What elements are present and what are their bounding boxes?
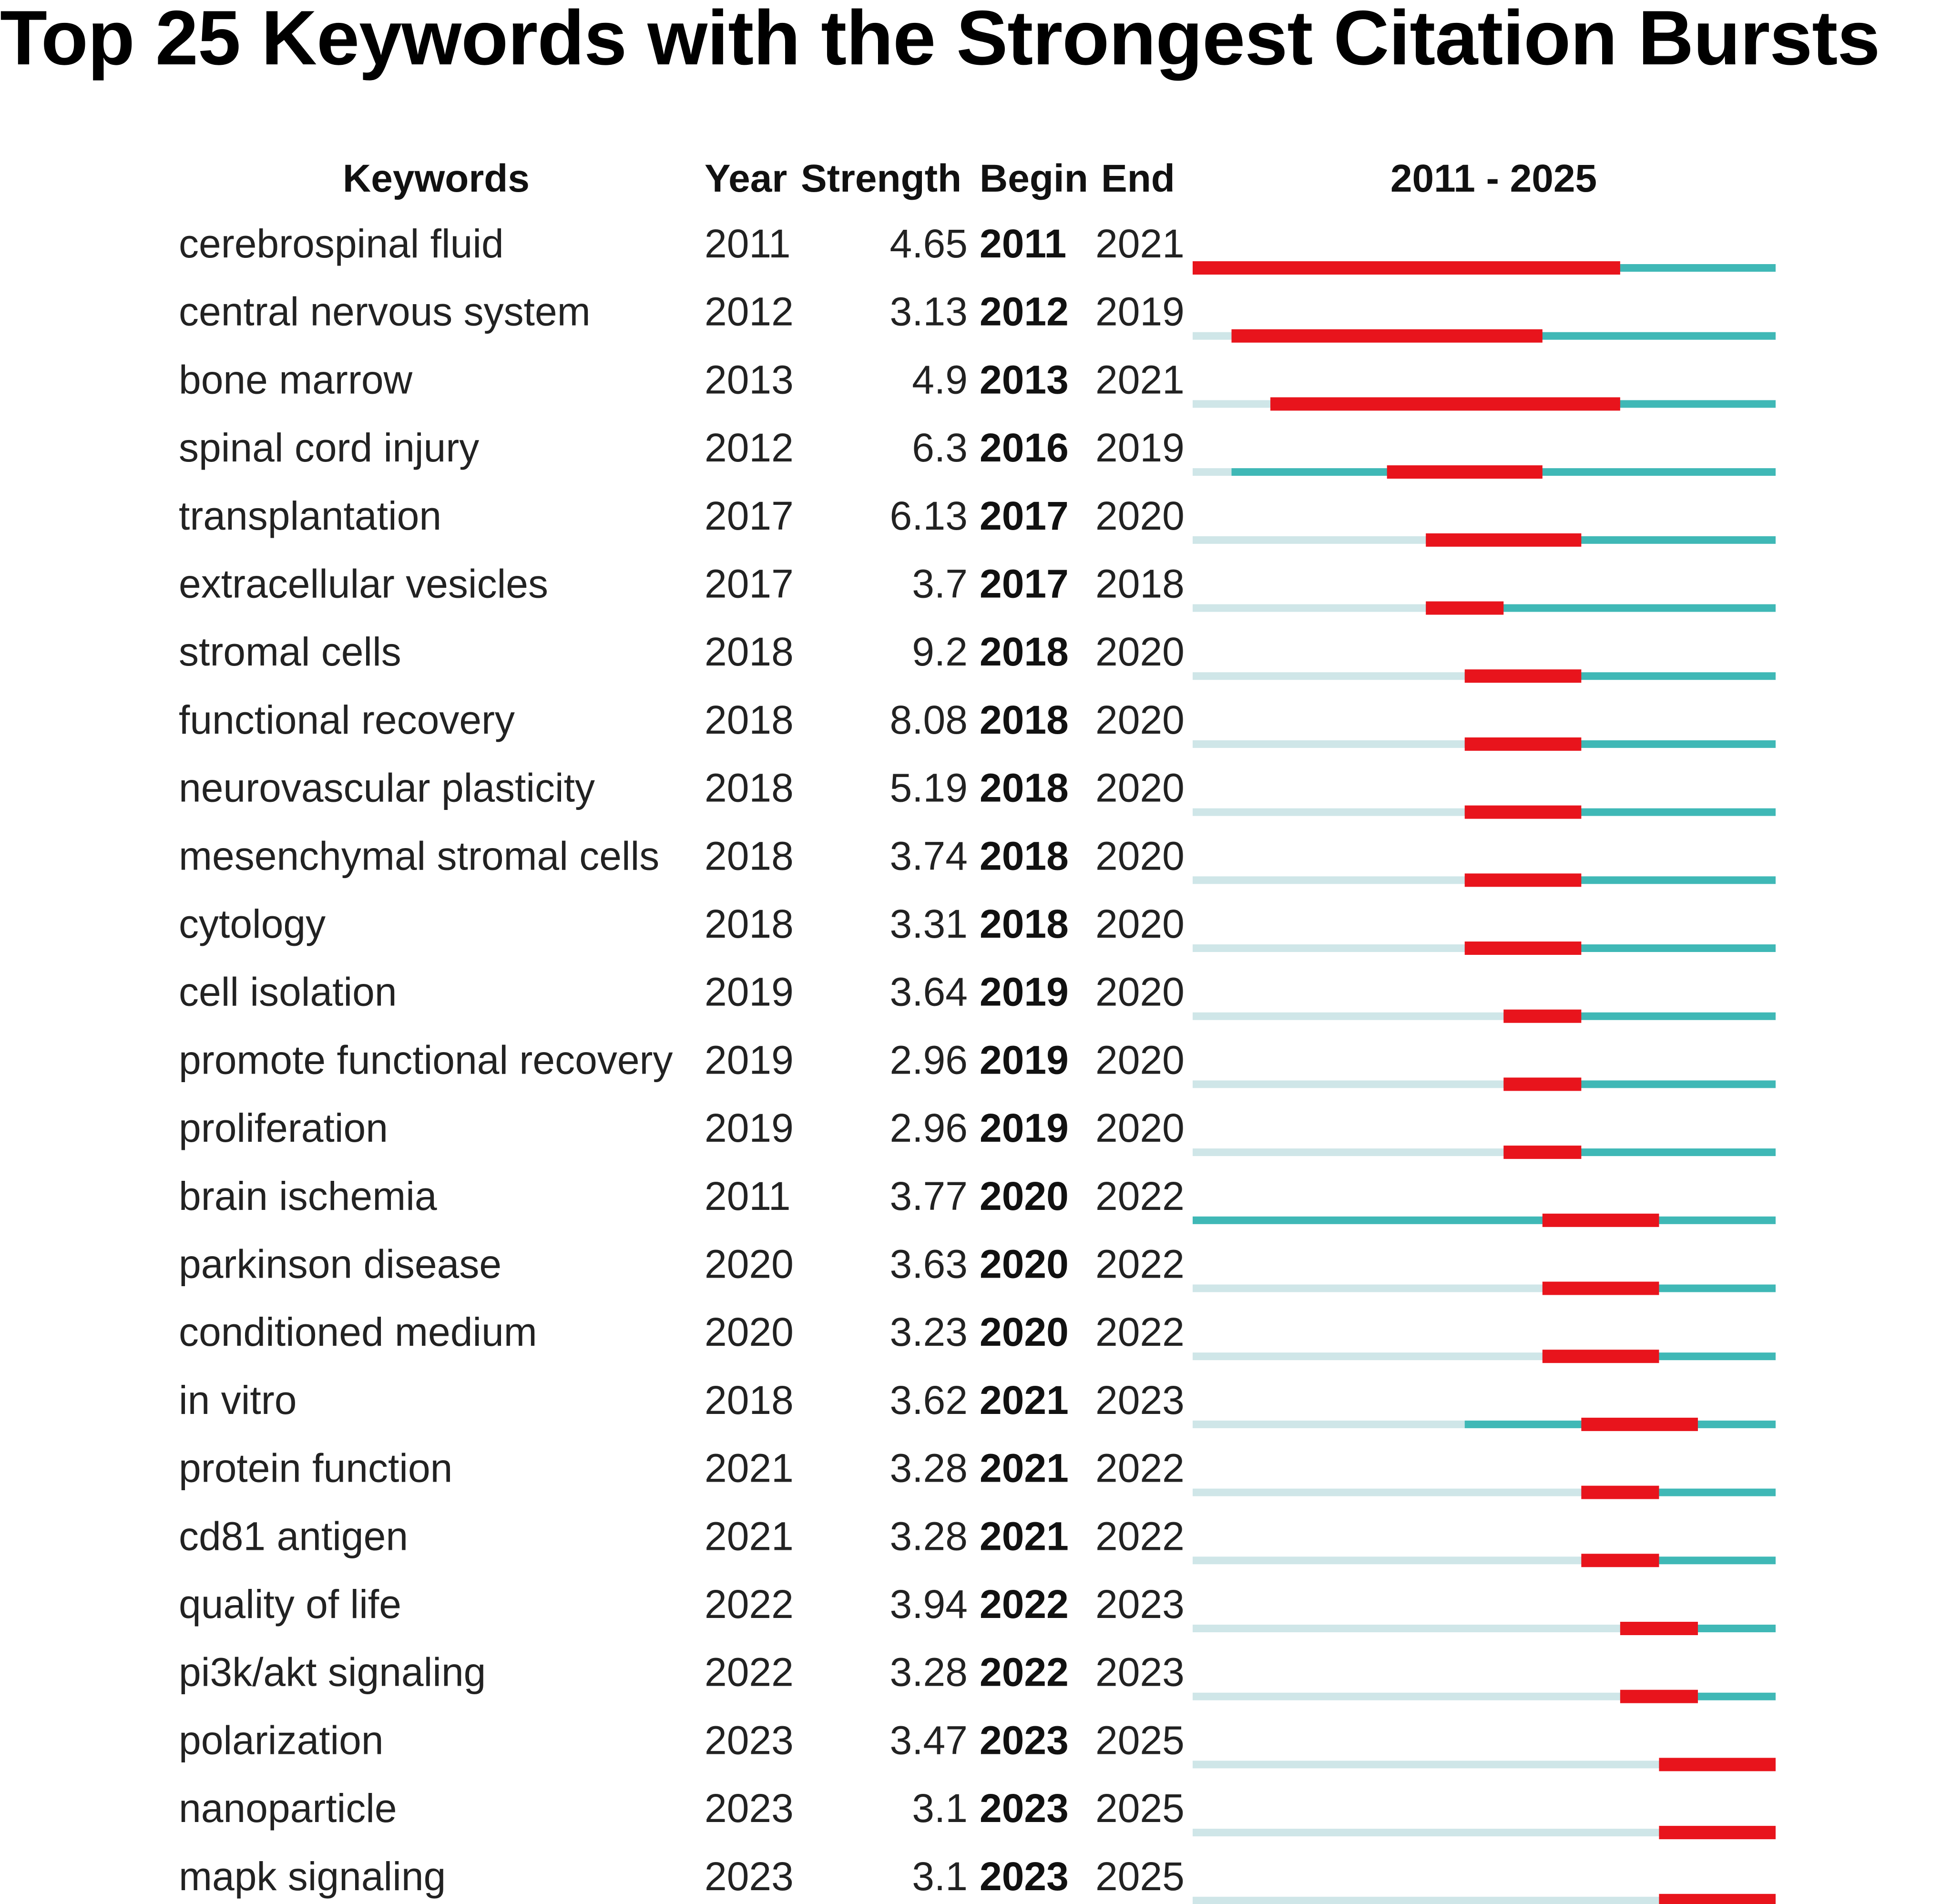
end-year: 2020	[1095, 765, 1185, 810]
table-row	[179, 1650, 1776, 1703]
strength-value: 8.08	[889, 697, 968, 742]
keyword-label: central nervous system	[179, 289, 591, 334]
strength-value: 3.23	[889, 1310, 968, 1355]
end-year: 2022	[1095, 1241, 1185, 1287]
end-year: 2020	[1095, 1037, 1185, 1083]
keyword-label: conditioned medium	[179, 1310, 537, 1355]
table-row	[179, 562, 1776, 615]
table-row	[179, 629, 1776, 683]
begin-year: 2012	[980, 289, 1069, 334]
keyword-label: parkinson disease	[179, 1241, 502, 1287]
burst-bar	[1465, 669, 1582, 683]
table-row	[179, 1242, 1776, 1295]
year-label: 2018	[705, 765, 794, 810]
begin-year: 2021	[980, 1514, 1069, 1559]
begin-year: 2017	[980, 493, 1069, 538]
table-row	[179, 833, 1776, 887]
begin-year: 2016	[980, 425, 1069, 471]
strength-value: 3.77	[889, 1173, 968, 1218]
column-header: End	[1101, 157, 1175, 200]
timeline-inactive-segment	[1193, 400, 1270, 408]
keyword-label: proliferation	[179, 1106, 388, 1151]
begin-year: 2023	[980, 1718, 1069, 1763]
begin-year: 2018	[980, 901, 1069, 946]
timeline-inactive-segment	[1193, 1352, 1543, 1360]
table-row	[179, 289, 1776, 343]
table-row	[179, 1514, 1776, 1567]
column-header: Strength	[801, 157, 962, 200]
column-header: 2011 - 2025	[1390, 157, 1597, 200]
end-year: 2020	[1095, 493, 1185, 538]
burst-bar	[1465, 873, 1582, 887]
burst-bar	[1426, 602, 1503, 615]
timeline-inactive-segment	[1193, 1897, 1659, 1904]
strength-value: 3.1	[912, 1786, 968, 1831]
burst-bar	[1193, 261, 1620, 275]
end-year: 2020	[1095, 833, 1185, 879]
timeline-inactive-segment	[1193, 1148, 1503, 1156]
begin-year: 2023	[980, 1786, 1069, 1831]
burst-bar	[1581, 1554, 1659, 1567]
table-row	[179, 1786, 1776, 1839]
burst-bar	[1543, 1350, 1659, 1363]
strength-value: 3.62	[889, 1377, 968, 1423]
year-label: 2023	[705, 1853, 794, 1899]
year-label: 2019	[705, 1037, 794, 1083]
end-year: 2025	[1095, 1718, 1185, 1763]
begin-year: 2018	[980, 629, 1069, 675]
begin-year: 2018	[980, 697, 1069, 742]
burst-bar	[1270, 397, 1620, 410]
year-label: 2018	[705, 629, 794, 675]
year-label: 2018	[705, 697, 794, 742]
begin-year: 2017	[980, 561, 1069, 606]
strength-value: 3.1	[912, 1853, 968, 1899]
year-label: 2018	[705, 833, 794, 879]
strength-value: 3.74	[889, 833, 968, 879]
strength-value: 3.28	[889, 1445, 968, 1491]
end-year: 2022	[1095, 1173, 1185, 1218]
keyword-label: cell isolation	[179, 969, 397, 1014]
timeline-inactive-segment	[1193, 468, 1232, 476]
keyword-label: in vitro	[179, 1377, 297, 1423]
timeline-inactive-segment	[1193, 876, 1465, 884]
end-year: 2019	[1095, 425, 1185, 471]
timeline-inactive-segment	[1193, 1761, 1659, 1768]
burst-bar	[1543, 1214, 1659, 1227]
end-year: 2018	[1095, 561, 1185, 606]
strength-value: 4.65	[889, 221, 968, 266]
table-row	[179, 970, 1776, 1023]
year-label: 2018	[705, 1377, 794, 1423]
timeline-inactive-segment	[1193, 1693, 1620, 1700]
column-header: Year	[705, 157, 787, 200]
burst-bar	[1503, 1146, 1581, 1159]
timeline-inactive-segment	[1193, 1556, 1581, 1564]
begin-year: 2020	[980, 1310, 1069, 1355]
year-label: 2011	[705, 1173, 791, 1218]
column-header: Begin	[980, 157, 1088, 200]
strength-value: 2.96	[889, 1106, 968, 1151]
burst-bar	[1387, 465, 1543, 479]
strength-value: 5.19	[889, 765, 968, 810]
burst-bar	[1581, 1418, 1698, 1431]
table-row	[179, 1037, 1776, 1091]
keyword-label: cerebrospinal fluid	[179, 221, 504, 266]
strength-value: 6.3	[912, 425, 968, 471]
timeline-active-segment	[1193, 1217, 1776, 1224]
strength-value: 3.31	[889, 901, 968, 946]
table-rows	[179, 221, 1776, 1904]
end-year: 2021	[1095, 357, 1185, 402]
end-year: 2020	[1095, 901, 1185, 946]
burst-bar	[1659, 1894, 1776, 1904]
end-year: 2020	[1095, 1106, 1185, 1151]
begin-year: 2019	[980, 969, 1069, 1014]
burst-bar	[1543, 1282, 1659, 1295]
end-year: 2022	[1095, 1310, 1185, 1355]
year-label: 2019	[705, 969, 794, 1014]
burst-bar	[1620, 1622, 1698, 1635]
burst-bar	[1465, 806, 1582, 819]
column-header: Keywords	[343, 157, 530, 200]
end-year: 2023	[1095, 1377, 1185, 1423]
keyword-label: stromal cells	[179, 629, 401, 675]
timeline-inactive-segment	[1193, 740, 1465, 748]
timeline-inactive-segment	[1193, 1421, 1465, 1428]
keyword-label: mapk signaling	[179, 1853, 446, 1899]
timeline-inactive-segment	[1193, 1489, 1581, 1496]
begin-year: 2011	[980, 221, 1067, 266]
keyword-label: brain ischemia	[179, 1173, 437, 1218]
table-row	[179, 1310, 1776, 1363]
begin-year: 2021	[980, 1377, 1069, 1423]
timeline-inactive-segment	[1193, 536, 1426, 544]
chart-title: Top 25 Keywords with the Strongest Citation Bursts	[0, 0, 1880, 81]
table-row	[179, 1446, 1776, 1499]
timeline-inactive-segment	[1193, 604, 1426, 612]
keyword-label: transplantation	[179, 493, 442, 538]
table-row	[179, 1174, 1776, 1227]
table-row	[179, 901, 1776, 955]
begin-year: 2019	[980, 1106, 1069, 1151]
burst-bar	[1465, 737, 1582, 751]
table-row	[179, 425, 1776, 479]
table-row	[179, 1854, 1776, 1904]
strength-value: 2.96	[889, 1037, 968, 1083]
begin-year: 2021	[980, 1445, 1069, 1491]
keyword-label: functional recovery	[179, 697, 515, 742]
burst-bar	[1465, 942, 1582, 955]
year-label: 2023	[705, 1718, 794, 1763]
end-year: 2019	[1095, 289, 1185, 334]
end-year: 2021	[1095, 221, 1185, 266]
burst-bar	[1503, 1077, 1581, 1091]
keyword-label: bone marrow	[179, 357, 413, 402]
year-label: 2021	[705, 1445, 794, 1491]
timeline-inactive-segment	[1193, 809, 1465, 816]
keyword-label: promote functional recovery	[179, 1037, 673, 1083]
end-year: 2025	[1095, 1786, 1185, 1831]
year-label: 2023	[705, 1786, 794, 1831]
strength-value: 3.64	[889, 969, 968, 1014]
end-year: 2020	[1095, 629, 1185, 675]
keyword-label: mesenchymal stromal cells	[179, 833, 660, 879]
strength-value: 6.13	[889, 493, 968, 538]
begin-year: 2018	[980, 765, 1069, 810]
begin-year: 2023	[980, 1853, 1069, 1899]
burst-bar	[1620, 1690, 1698, 1703]
timeline-inactive-segment	[1193, 332, 1232, 340]
year-label: 2017	[705, 561, 794, 606]
table-row	[179, 766, 1776, 819]
strength-value: 3.28	[889, 1514, 968, 1559]
year-label: 2019	[705, 1106, 794, 1151]
strength-value: 3.94	[889, 1582, 968, 1627]
table-row	[179, 1106, 1776, 1159]
timeline-inactive-segment	[1193, 1829, 1659, 1836]
year-label: 2011	[705, 221, 791, 266]
end-year: 2022	[1095, 1445, 1185, 1491]
table-row	[179, 697, 1776, 751]
timeline-inactive-segment	[1193, 1625, 1620, 1632]
keyword-label: neurovascular plasticity	[179, 765, 595, 810]
burst-bar	[1232, 329, 1543, 343]
year-label: 2012	[705, 425, 794, 471]
year-label: 2012	[705, 289, 794, 334]
begin-year: 2020	[980, 1173, 1069, 1218]
end-year: 2023	[1095, 1582, 1185, 1627]
year-label: 2018	[705, 901, 794, 946]
burst-bar	[1659, 1758, 1776, 1771]
begin-year: 2022	[980, 1582, 1069, 1627]
keyword-label: quality of life	[179, 1582, 401, 1627]
year-label: 2020	[705, 1241, 794, 1287]
timeline-inactive-segment	[1193, 1013, 1503, 1020]
year-label: 2017	[705, 493, 794, 538]
keyword-label: spinal cord injury	[179, 425, 480, 471]
begin-year: 2013	[980, 357, 1069, 402]
timeline-inactive-segment	[1193, 672, 1465, 680]
keyword-label: cytology	[179, 901, 326, 946]
table-row	[179, 1582, 1776, 1635]
year-label: 2013	[705, 357, 794, 402]
year-label: 2022	[705, 1649, 794, 1695]
timeline-inactive-segment	[1193, 1080, 1503, 1088]
burst-bar	[1426, 533, 1581, 547]
keyword-label: cd81 antigen	[179, 1514, 409, 1559]
begin-year: 2019	[980, 1037, 1069, 1083]
table-row	[179, 221, 1776, 275]
table-row	[179, 1378, 1776, 1431]
timeline-inactive-segment	[1193, 944, 1465, 952]
burst-bar	[1581, 1486, 1659, 1499]
end-year: 2020	[1095, 697, 1185, 742]
column-headers	[343, 157, 1597, 200]
burst-bar	[1503, 1010, 1581, 1023]
begin-year: 2022	[980, 1649, 1069, 1695]
timeline-inactive-segment	[1193, 1285, 1543, 1292]
end-year: 2022	[1095, 1514, 1185, 1559]
end-year: 2020	[1095, 969, 1185, 1014]
strength-value: 4.9	[912, 357, 968, 402]
year-label: 2021	[705, 1514, 794, 1559]
strength-value: 3.13	[889, 289, 968, 334]
year-label: 2020	[705, 1310, 794, 1355]
keyword-label: pi3k/akt signaling	[179, 1649, 486, 1695]
table-row	[179, 493, 1776, 547]
table-row	[179, 1718, 1776, 1771]
strength-value: 9.2	[912, 629, 968, 675]
keyword-label: polarization	[179, 1718, 384, 1763]
keyword-label: extracellular vesicles	[179, 561, 548, 606]
keyword-label: protein function	[179, 1445, 453, 1491]
strength-value: 3.7	[912, 561, 968, 606]
table-row	[179, 357, 1776, 410]
begin-year: 2020	[980, 1241, 1069, 1287]
strength-value: 3.47	[889, 1718, 968, 1763]
begin-year: 2018	[980, 833, 1069, 879]
keyword-label: nanoparticle	[179, 1786, 397, 1831]
end-year: 2023	[1095, 1649, 1185, 1695]
strength-value: 3.28	[889, 1649, 968, 1695]
end-year: 2025	[1095, 1853, 1185, 1899]
burst-bar	[1659, 1826, 1776, 1839]
year-label: 2022	[705, 1582, 794, 1627]
strength-value: 3.63	[889, 1241, 968, 1287]
